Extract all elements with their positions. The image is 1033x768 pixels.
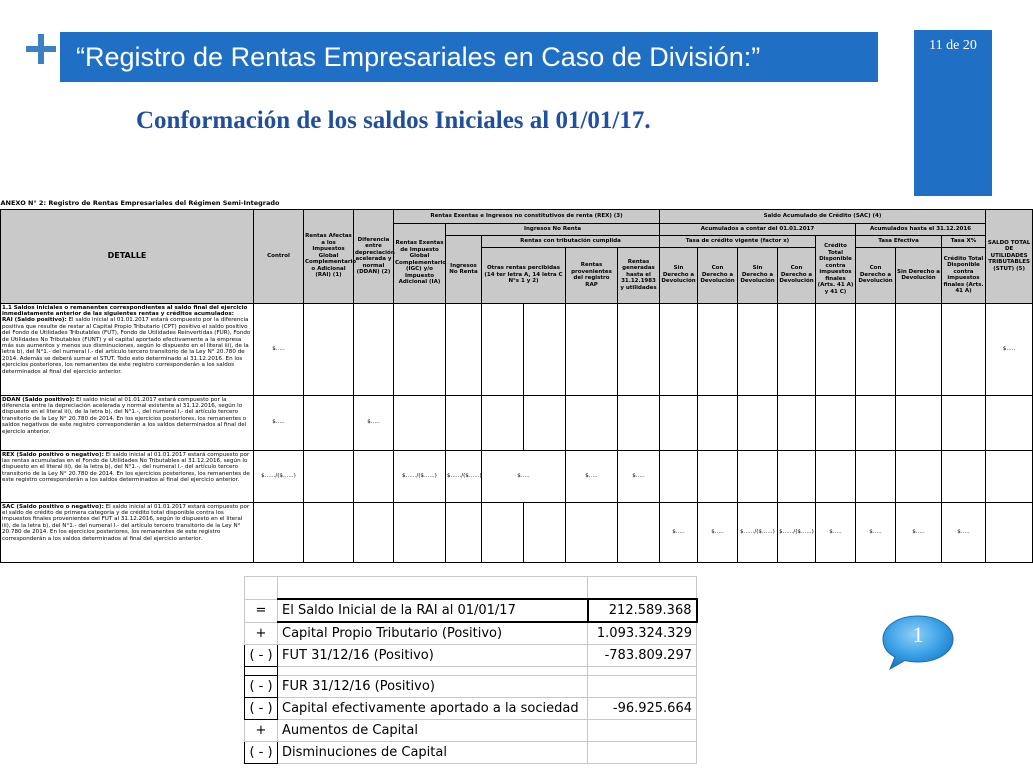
header-rentas-rap: Rentas provenientes del registro RAP bbox=[566, 247, 618, 303]
summary-row bbox=[245, 676, 697, 698]
rai-text: El saldo inicial al 01.01.2017 estará compuesto por la diferencia positiva que resulte de restar al Capital Propio Tributario (CPT) positivo el saldo positivo del Fondo de Utilidades Tributables (FUT), Fondo de Utilidades Reinvertidas (FUR), Fondo de Utilidades No Tributables (FUNT) y el capital aportado efectivamente a la empresa más sus aumentos y menos sus disminuciones, según lo dispuesto en el literal iii), de la letra b), del N°1.- del numeral I.- del artículo tercero transitorio de la Ley N° 20.780 de 2014. Además se deberá sumar el STUT. Todo esto determinado al 31.12.2016. En los ejercicios posteriores, los remanentes de este registro corresponderán a los saldos determinados al final del ejercicio anterior. bbox=[2, 317, 251, 375]
header-tasa-efectiva: Tasa Efectiva bbox=[856, 235, 942, 247]
annex-title: ANEXO N° 2: Registro de Rentas Empresariales del Régimen Semi-Integrado bbox=[1, 198, 1033, 209]
header-sin-derecho-2: Sin Derecho a Devolución bbox=[738, 247, 778, 303]
rex-label: REX (Saldo positivo o negativo): bbox=[2, 451, 104, 458]
ddan-label: DDAN (Saldo positivo): bbox=[2, 396, 75, 403]
summary-operator: ( - ) bbox=[245, 742, 278, 764]
summary-value bbox=[588, 742, 697, 764]
row-sac-detail bbox=[1, 502, 254, 562]
summary-operator: ( - ) bbox=[245, 676, 278, 698]
slide-title: “Registro de Rentas Empresariales en Caso de División:” bbox=[60, 32, 878, 82]
sac-value-7: $..... bbox=[896, 502, 942, 562]
rex-control-value: $....../($......) bbox=[254, 450, 304, 502]
annex-table bbox=[0, 198, 1033, 563]
summary-row bbox=[245, 742, 697, 764]
page-number: 11 de 20 bbox=[929, 38, 977, 53]
header-rai: Rentas Afectas a los Impuestos Global Complementario o Adicional (RAI) (1) bbox=[304, 209, 354, 303]
rex-rentas-rap-value: $..... bbox=[566, 450, 618, 502]
side-accent-bar bbox=[914, 30, 992, 196]
rai-control-value: $..... bbox=[254, 303, 304, 395]
summary-description: FUT 31/12/16 (Positivo) bbox=[278, 645, 588, 667]
summary-value bbox=[588, 676, 697, 698]
summary-description: Capital Propio Tributario (Positivo) bbox=[278, 622, 588, 645]
summary-operator: = bbox=[245, 599, 278, 622]
row-rai-detail bbox=[1, 303, 254, 395]
sac-value-4: $....../($......) bbox=[778, 502, 816, 562]
section-heading: Saldos iniciales o remanentes correspondientes al saldo final del ejercicio inmediatamente anterior de las siguientes rentas y créditos acumulados: bbox=[2, 304, 248, 317]
header-con-derecho-1: Con Derecho a Devolución bbox=[698, 247, 738, 303]
summary-description: El Saldo Inicial de la RAI al 01/01/17 bbox=[278, 599, 588, 622]
ddan-value: $..... bbox=[354, 395, 394, 450]
header-credito-total: Crédito Total Disponible contra impuestos finales (Arts. 41 A) y 41 C) bbox=[816, 235, 856, 303]
header-saldo-stut: SALDO TOTAL DE UTILIDADES TRIBUTABLES (STUT) (5) bbox=[986, 209, 1033, 303]
header-tasa-vigente: Tasa de crédito vigente (factor x) bbox=[660, 235, 816, 247]
header-rex: Rentas Exentas e Ingresos no constitutivos de renta (REX) (3) bbox=[394, 209, 660, 223]
header-sin-derecho-3: Sin Derecho a Devolución bbox=[896, 247, 942, 303]
ddan-text: El saldo inicial al 01.01.2017 estará compuesto por la diferencia entre la depreciación acelerada y normal existente al 31.12.2016, según lo dispuesto en el literal iii), de la letra b), del N°1.-, del numeral I.- del artículo tercero transitorio de la Ley N° 20.780 de 2014. En los ejercicios posteriores, los remanentes o saldos negativos de este registro corresponderán a los saldos determinados al final del ejercicio anterior. bbox=[2, 396, 247, 435]
header-credito-total-b: Crédito Total Disponible contra impuestos finales (Arts. 41 A) bbox=[942, 247, 986, 303]
rex-exentas-value: $....../($......) bbox=[394, 450, 446, 502]
summary-description: FUR 31/12/16 (Positivo) bbox=[278, 676, 588, 698]
summary-value: -96.925.664 bbox=[588, 698, 697, 720]
callout-number: 1 bbox=[912, 622, 924, 647]
header-sac: Saldo Acumulado de Crédito (SAC) (4) bbox=[660, 209, 986, 223]
sac-value-1: $..... bbox=[660, 502, 698, 562]
header-ingresos-no-renta: Ingresos No Renta bbox=[446, 223, 660, 235]
summary-operator: ( - ) bbox=[245, 645, 278, 667]
header-tributacion-cumplida: Rentas con tributación cumplida bbox=[482, 235, 660, 247]
sac-value-3: $....../($......) bbox=[738, 502, 778, 562]
header-rentas-1983: Rentas generadas hasta el 31.12.1983 y utilidades bbox=[618, 247, 660, 303]
summary-table bbox=[244, 576, 698, 764]
annex-form bbox=[0, 198, 1031, 572]
rex-text: El saldo inicial al 01.01.2017 estará compuesto por las rentas acumuladas en el Fondo de Utilidades No Tributables al 31.12.2016, según lo dispuesto en el literal iii), de la letra b), del N°1.-, del numeral I.- del artículo tercero transitorio de la Ley N° 20.780 de 2014. En los ejercicios posteriores, los remanentes de este registro corresponderán a los saldos determinados al final del ejercicio anterior. bbox=[2, 451, 250, 484]
rex-otras-rentas-value: $..... bbox=[482, 450, 566, 502]
rai-stut-value: $..... bbox=[986, 303, 1033, 395]
header-acum-hasta: Acumulados hasta el 31.12.2016 bbox=[856, 223, 986, 235]
summary-description: Disminuciones de Capital bbox=[278, 742, 588, 764]
summary-row bbox=[245, 599, 697, 622]
header-ddan: Diferencia entre depreciación acelerada y normal (DDAN) (2) bbox=[354, 209, 394, 303]
header-otras-rentas: Otras rentas percibidas (14 ter letra A, 14 letra C N°s 1 y 2) bbox=[482, 247, 566, 303]
header-sin-derecho-1: Sin Derecho a Devolución bbox=[660, 247, 698, 303]
summary-row bbox=[245, 720, 697, 742]
sac-value-6: $..... bbox=[856, 502, 896, 562]
summary-value: -783.809.297 bbox=[588, 645, 697, 667]
header-con-derecho-2: Con Derecho a Devolución bbox=[778, 247, 816, 303]
sac-value-2: $..... bbox=[698, 502, 738, 562]
summary-spreadsheet bbox=[244, 576, 696, 768]
rai-label: RAI (Saldo positivo): bbox=[2, 317, 67, 324]
summary-value: 212.589.368 bbox=[588, 599, 697, 622]
section-number: 1.1 bbox=[2, 304, 12, 311]
header-con-derecho-3: Con Derecho a Devolución bbox=[856, 247, 896, 303]
summary-operator: ( - ) bbox=[245, 698, 278, 720]
summary-row bbox=[245, 622, 697, 645]
summary-operator: + bbox=[245, 720, 278, 742]
rex-rentas-1983-value: $..... bbox=[618, 450, 660, 502]
summary-operator: + bbox=[245, 622, 278, 645]
sac-value-5: $..... bbox=[816, 502, 856, 562]
summary-description: Aumentos de Capital bbox=[278, 720, 588, 742]
summary-value: 1.093.324.329 bbox=[588, 622, 697, 645]
plus-icon bbox=[26, 34, 56, 64]
ddan-control-value: $..... bbox=[254, 395, 304, 450]
slide-subtitle: Conformación de los saldos Iniciales al 01/01/17. bbox=[136, 107, 651, 134]
summary-row bbox=[245, 698, 697, 720]
header-ingresos-no-renta-col: Ingresos No Renta bbox=[446, 235, 482, 303]
sac-label: SAC (Saldo positivo o negativo): bbox=[2, 503, 104, 510]
header-tasa-x: Tasa X% bbox=[942, 235, 986, 247]
row-ddan-detail bbox=[1, 395, 254, 450]
header-rex-exentas: Rentas Exentas de Impuesto Global Complementario (IGC) y/o Impuesto Adicional (IA) bbox=[394, 223, 446, 303]
header-detalle: DETALLE bbox=[1, 209, 254, 303]
sac-text: El saldo inicial al 01.01.2017 estará compuesto por el saldo de crédito de primera categoría y de crédito total disponible contra los impuestos finales provenientes del FUT al 31.12.2016, según lo dispuesto en el literal iii), de la letra b), del N°1.- del numeral I.- del artículo tercero transitorio de la Ley N° 20.780 de 2014. En los ejercicios posteriores, los remanentes de este registro corresponderán a los saldos determinados al final del ejercicio anterior. bbox=[2, 503, 250, 542]
summary-row bbox=[245, 645, 697, 667]
row-rex-detail bbox=[1, 450, 254, 502]
summary-description: Capital efectivamente aportado a la sociedad bbox=[278, 698, 588, 720]
sac-value-8: $..... bbox=[942, 502, 986, 562]
rex-ingresos-no-renta-value: $....../($......) bbox=[446, 450, 482, 502]
header-control: Control bbox=[254, 209, 304, 303]
summary-value bbox=[588, 720, 697, 742]
header-acum-desde: Acumulados a contar del 01.01.2017 bbox=[660, 223, 856, 235]
